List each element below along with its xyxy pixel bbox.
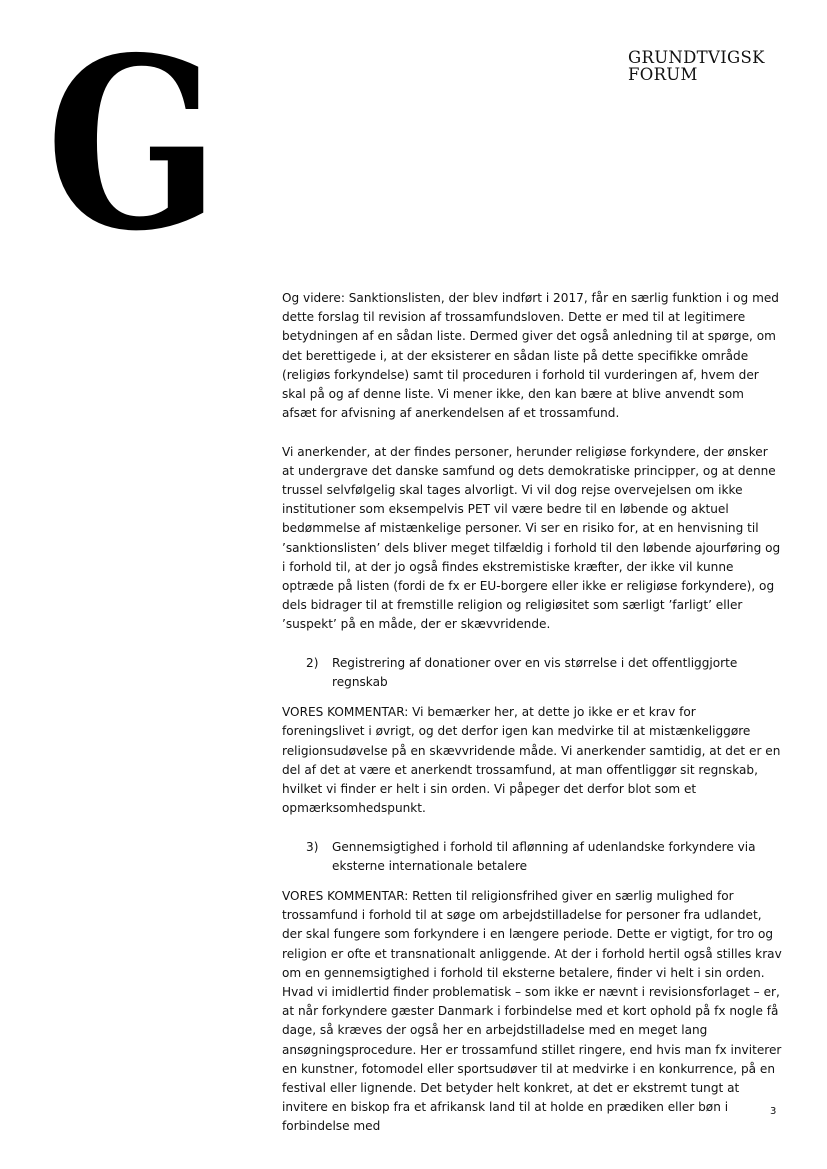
paragraph-kommentar-donationer: VORES KOMMENTAR: Vi bemærker her, at dette jo ikke er et krav for foreningslivet i øvrigt, og det derfor igen kan medvirke til at mistænkeliggøre religionsudøvelse på en skævvridende måde. Vi anerkender samtidig, at det er en del af det at være et anerkendt trossamfund, at man offentliggør sit regnskab, hvilket vi finder er helt i sin orden. Vi påpeger det derfor blot som et opmærksomhedspunkt.: [282, 705, 781, 816]
brand-line-1: GRUNDTVIGSK: [628, 48, 765, 67]
paragraph-kommentar-forkyndere: VORES KOMMENTAR: Retten til religionsfrihed giver en særlig mulighed for trossamfund i forhold til at søge om arbejdstilladelse for personer fra udlandet, der skal fungere som forkyndere i en længere periode. Dette er vigtigt, for tro og religion er ofte et transnationalt anliggende. At der i forhold hertil også stilles krav om en gennemsigtighed i forhold til eksterne betalere, finder vi helt i sin orden. Hvad vi imidlertid finder problematisk – som ikke er nævnt i revisionsforlaget – er, at når forkyndere gæster Danmark i forbindelse med et kort ophold på fx nogle få dage, så kræves der også her en arbejdstilladelse med en meget lang ansøgningsprocedure. Her er trossamfund stillet ringere, end hvis man fx inviterer en kunstner, fotomodel eller sportsudøver til at medvirke i en konkurrence, på en festival eller lignende. Det betyder helt konkret, at det er ekstremt tungt at invitere en biskop fra et afrikansk land til at holde en prædiken eller bøn i forbindelse med: [282, 889, 782, 1134]
list-item-text: Gennemsigtighed i forhold til aflønning af udenlandske forkyndere via eksterne internationale betalere: [332, 839, 756, 873]
numbered-list-item-3: [282, 838, 782, 876]
brand-line-2: FORUM: [628, 65, 698, 84]
paragraph-anerkender: Vi anerkender, at der findes personer, herunder religiøse forkyndere, der ønsker at undergrave det danske samfund og dets demokratiske principper, og at denne trussel selvfølgelig skal tages alvorligt. Vi vil dog rejse overvejelsen om ikke institutioner som eksempelvis PET vil være bedre til en løbende og aktuel bedømmelse af mistænkelige personer. Vi ser en risiko for, at en henvisning til ’sanktionslisten’ dels bliver meget tilfældig i forhold til den løbende ajourføring og i forhold til, at der jo også findes ekstremistiske kræfter, der ikke vil kunne optræde på listen (fordi de fx er EU-borgere eller ikke er religiøse forkyndere), og dels bidrager til at fremstille religion og religiøsitet som særligt ’farligt’ eller ’suspekt’ på en måde, der er skævvridende.: [282, 444, 781, 632]
list-item-number: 2): [306, 655, 319, 670]
page-number: 3: [770, 1106, 777, 1117]
paragraph-sanktionslisten: Og videre: Sanktionslisten, der blev indført i 2017, får en særlig funktion i og med dette forslag til revision af trossamfundsloven. Dette er med til at legitimere betydningen af en sådan liste. Dermed giver det også anledning til at spørge, om det berettigede i, at der eksisterer en sådan liste på dette specifikke område (religiøs forkyndelse) samt til proceduren i forhold til vurderingen af, hvem der skal på og af denne liste. Vi mener ikke, den kan bære at blive anvendt som afsæt for afvisning af anerkendelsen af et trossamfund.: [282, 291, 779, 421]
list-item-number: 3): [306, 839, 319, 854]
brand-name: [628, 49, 765, 83]
numbered-list-item-2: [282, 654, 782, 692]
list-item-text: Registrering af donationer over en vis størrelse i det offentliggjorte regnskab: [332, 655, 738, 690]
logo-g-mark: G: [46, 5, 216, 283]
body-text: [282, 289, 782, 1156]
list-item: [282, 838, 782, 876]
list-item: [282, 654, 782, 692]
